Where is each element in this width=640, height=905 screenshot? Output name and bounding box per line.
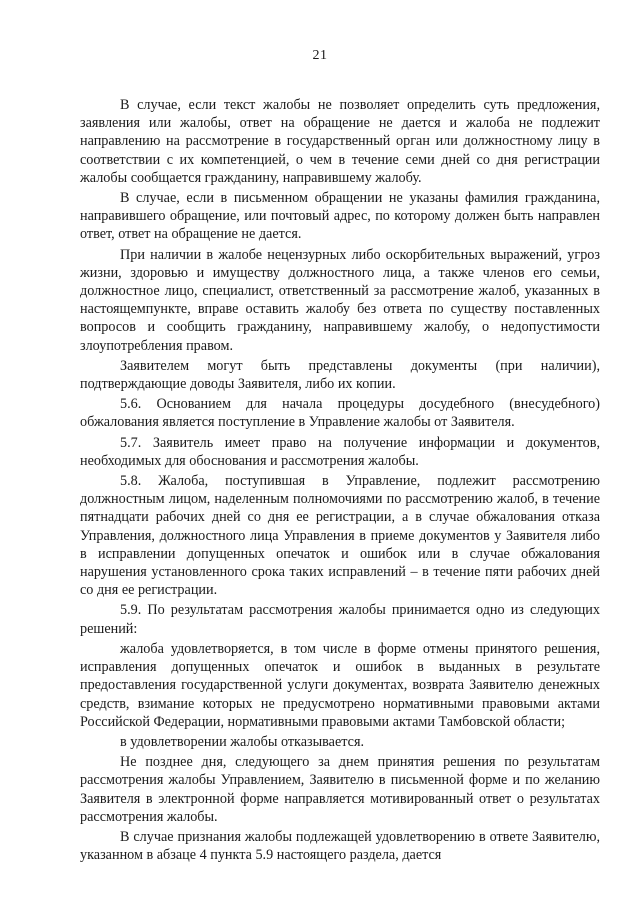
- paragraph-5-6: 5.6. Основанием для начала процедуры досудебного (внесудебного) обжалования является поступление в Управление жалобы от Заявителя.: [80, 396, 600, 431]
- paragraph-missing-name-address: В случае, если в письменном обращении не указаны фамилия гражданина, направившего обращение, или почтовый адрес, по которому должен быть направлен ответ, ответ на обращение не дается.: [80, 190, 600, 243]
- page-number: 21: [312, 48, 328, 63]
- paragraph-supporting-documents: Заявителем могут быть представлены документы (при наличии), подтверждающие доводы Заявителя, либо их копии.: [80, 357, 600, 393]
- paragraph-complaint-satisfied: жалоба удовлетворяется, в том числе в форме отмены принятого решения, исправления допущенных опечаток и ошибок в выданных в результате предоставления государственной услуги документах, возврата Заявителю денежных средств, взимание которых не предусмотрено нормативными правовыми актами Российской Федерации, нормативными правовыми актами Тамбовской области;: [80, 640, 600, 730]
- paragraph-5-8: 5.8. Жалоба, поступившая в Управление, подлежит рассмотрению должностным лицом, наделенным полномочиями по рассмотрению жалоб, в течение пятнадцати рабочих дней со дня ее регистрации, а в случае обжалования отказа Управления, должностного лица Управления в приеме документов у Заявителя либо в исправлении допущенных опечаток и ошибок или в случае обжалования нарушения установленного срока таких исправлений – в течение пяти рабочих дней со дня ее регистрации.: [80, 473, 600, 599]
- paragraph-reasoned-response: Не позднее дня, следующего за днем принятия решения по результатам рассмотрения жалобы Управлением, Заявителю в письменной форме и по желанию Заявителя в электронной форме направляется мотивированный ответ о результатах рассмотрения жалобы.: [80, 754, 600, 825]
- paragraph-5-9: 5.9. По результатам рассмотрения жалобы принимается одно из следующих решений:: [80, 602, 600, 637]
- document-body: [80, 96, 600, 864]
- paragraph-complaint-essence: В случае, если текст жалобы не позволяет определить суть предложения, заявления или жалобы, ответ на обращение не дается и жалоба не подлежит направлению на рассмотрение в государственный орган или должностному лицу в соответствии с их компетенцией, о чем в течение семи дней со дня регистрации жалобы сообщается гражданину, направившему жалобу.: [80, 97, 600, 186]
- paragraph-5-7: 5.7. Заявитель имеет право на получение информации и документов, необходимых для обоснования и рассмотрения жалобы.: [80, 434, 600, 469]
- paragraph-complaint-rejected: в удовлетворении жалобы отказывается.: [120, 733, 365, 750]
- paragraph-offensive-language: При наличии в жалобе нецензурных либо оскорбительных выражений, угроз жизни, здоровью и имуществу должностного лица, а также членов его семьи, должностное лицо, специалист, ответственный за рассмотрение жалоб, указанных в настоящемпункте, вправе оставить жалобу без ответа по существу поставленных вопросов и сообщить гражданину, направившему жалобу, о недопустимости злоупотребления правом.: [80, 246, 600, 354]
- paragraph-recognition-satisfaction: В случае признания жалобы подлежащей удовлетворению в ответе Заявителю, указанном в абзаце 4 пункта 5.9 настоящего раздела, дается: [80, 828, 600, 864]
